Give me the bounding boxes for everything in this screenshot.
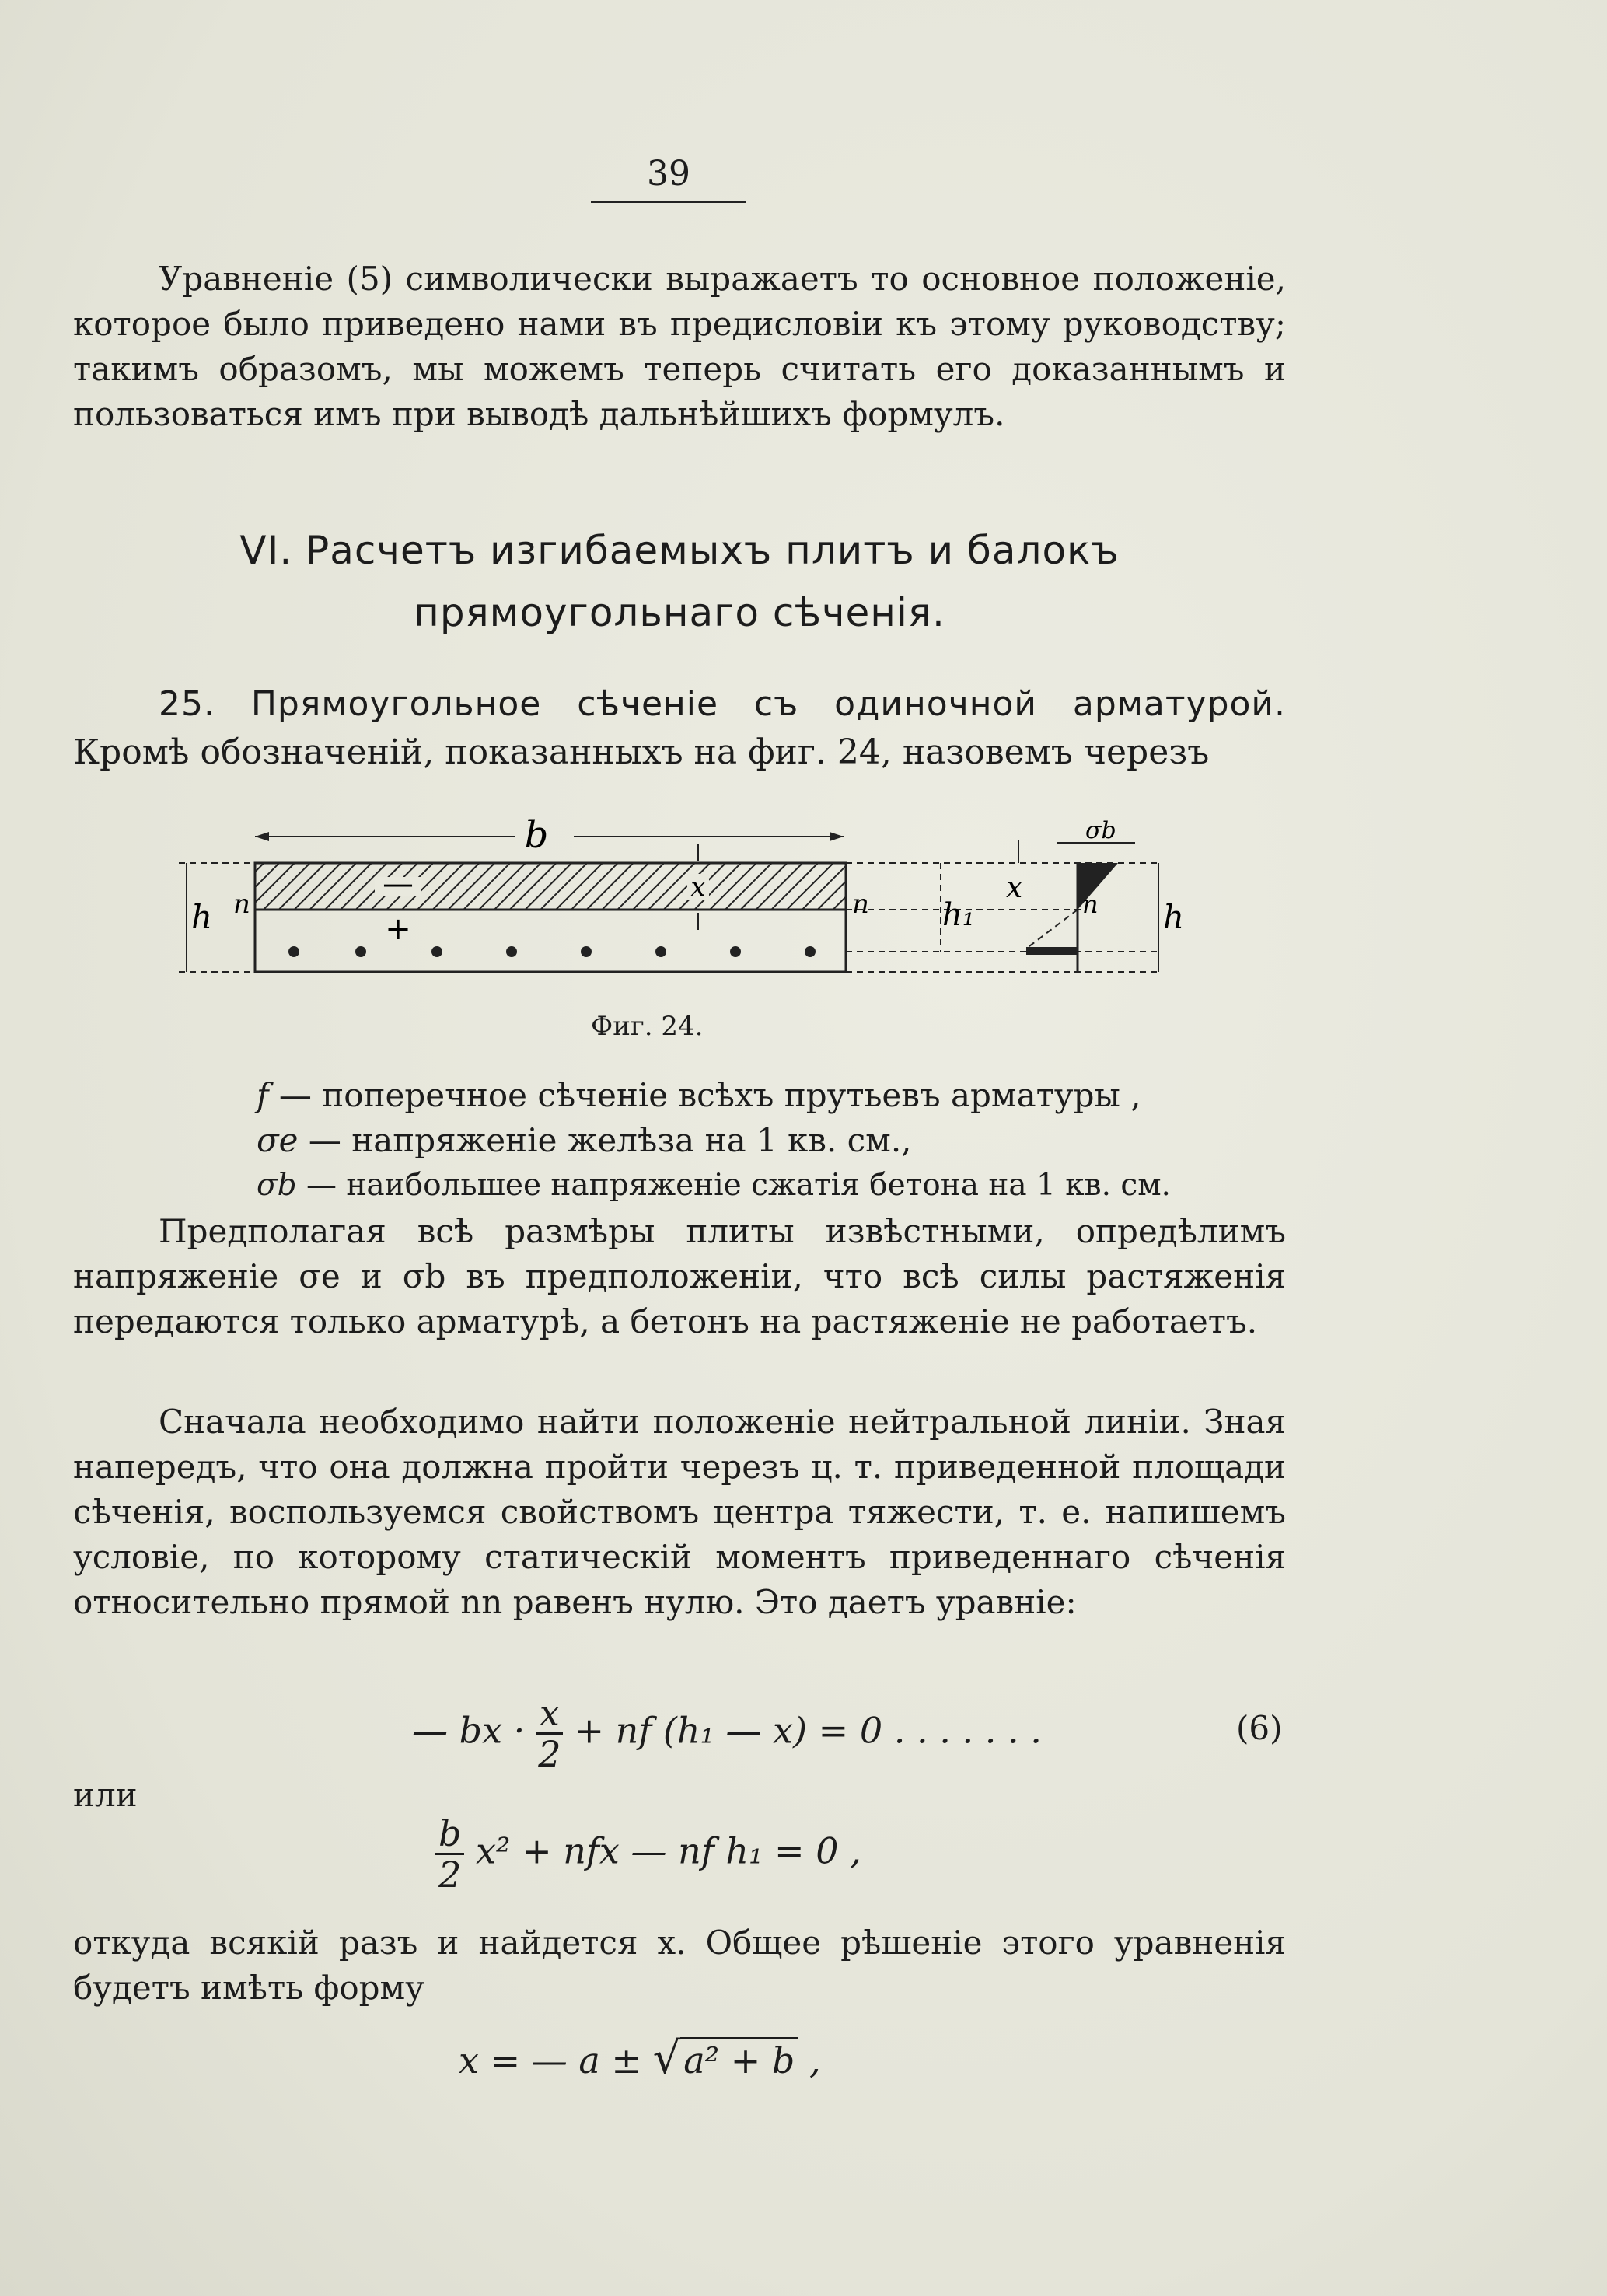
equation-quadratic — [435, 1812, 861, 1896]
eq6-frac-numerator: x — [536, 1695, 563, 1735]
reinforcement-bars — [288, 946, 816, 957]
paragraph-intro: Уравненіе (5) символически выражаетъ то основное положеніе, которое было приведено нами въ предисловіи къ этому руководству; такимъ образомъ, мы можемъ теперь считать его доказаннымъ и пользоваться имъ при выводѣ дальнѣйшихъ формулъ. — [73, 260, 1286, 433]
subsection-heading — [73, 680, 1286, 777]
eqsol-tail: , — [809, 2039, 821, 2081]
eq6-fraction — [536, 1692, 563, 1775]
definition-symbol: σe — [257, 1121, 299, 1159]
definition-text: — поперечное сѣченіе всѣхъ прутьевъ арматуры , — [278, 1076, 1141, 1114]
definitions-list — [257, 1073, 1283, 1208]
label-n-left: n — [233, 889, 250, 920]
section-heading-line2: прямоугольнаго сѣченія. — [414, 590, 945, 635]
equation-6 — [412, 1692, 1042, 1775]
sqrt-symbol: √ — [652, 2033, 681, 2084]
label-sigma-b: σb — [1085, 817, 1116, 844]
equation-solution — [459, 2033, 821, 2084]
eqsol-left: x = — a ± — [459, 2039, 641, 2081]
page-number: 39 — [647, 154, 690, 194]
label-h-left: h — [191, 898, 213, 936]
figure-caption: Фиг. 24. — [591, 1011, 704, 1042]
paragraph-stresses: Предполагая всѣ размѣры плиты извѣстными, опредѣлимъ напряженіе σe и σb въ предположеніи, что всѣ силы растяженія передаются только арматурѣ, а бетонъ на растяженіе не работаетъ. — [73, 1212, 1286, 1340]
eqb-frac-numerator: b — [435, 1815, 464, 1855]
label-n-stress: n — [1082, 889, 1099, 919]
page-number-rule — [591, 201, 746, 203]
eqb-fraction — [435, 1812, 464, 1896]
equation-6-number: (6) — [1236, 1709, 1283, 1747]
definition-symbol: f — [257, 1076, 269, 1114]
definition-sigma-e — [257, 1118, 1283, 1163]
label-x-outer: x — [1006, 870, 1023, 904]
definition-text: — наибольшее напряженіе сжатія бетона на 1 кв. см. — [306, 1168, 1171, 1203]
label-h-right: h — [1163, 898, 1185, 936]
label-minus: — — [383, 866, 414, 902]
eqb-right: x² + nfx — nf h₁ = 0 , — [476, 1829, 861, 1872]
eq6-right: + nf (h₁ — x) = 0 . . . . . . . — [574, 1709, 1042, 1752]
definition-f — [257, 1073, 1283, 1118]
label-x-inner: x — [690, 872, 706, 903]
compression-zone — [255, 863, 846, 910]
paragraph-neutral-axis: Сначала необходимо найти положеніе нейтральной линіи. Зная напередъ, что она должна пройти черезъ ц. т. приведенной площади сѣченія, воспользуемся свойствомъ центра тяжести, т. е. напишемъ условіе, по которому статическій моментъ приведеннаго сѣченія относительно прямой nn равенъ нулю. Это даетъ уравніе: — [73, 1403, 1286, 1621]
eqsol-radicand: a² + b — [680, 2037, 798, 2081]
subsection-intro: Кромѣ обозначеній, показанныхъ на фиг. 24, назовемъ черезъ — [73, 732, 1210, 772]
eqb-frac-denominator: 2 — [438, 1854, 462, 1896]
tension-steel-stress — [1026, 947, 1078, 955]
label-h1: h₁ — [942, 897, 975, 933]
figure-24-diagram — [155, 816, 1368, 1019]
eq6-left: — bx · — [412, 1709, 526, 1752]
paragraph-solution: откуда всякій разъ и найдется x. Общее рѣшеніе этого уравненія будетъ имѣть форму — [73, 1924, 1286, 2007]
label-plus: + — [385, 911, 411, 947]
or-word: или — [73, 1776, 138, 1814]
definition-sigma-b — [257, 1163, 1283, 1208]
label-n-right: n — [852, 889, 869, 920]
eq6-frac-denominator: 2 — [538, 1733, 561, 1775]
definition-symbol: σb — [257, 1168, 297, 1203]
subsection-title: 25. Прямоугольное сѣченіе съ одиночной арматурой. — [159, 684, 1286, 724]
section-heading-line1: VI. Расчетъ изгибаемыхъ плитъ и балокъ — [239, 528, 1120, 573]
definition-text: — напряженіе желѣза на 1 кв. см., — [308, 1121, 912, 1159]
label-b: b — [524, 816, 549, 857]
